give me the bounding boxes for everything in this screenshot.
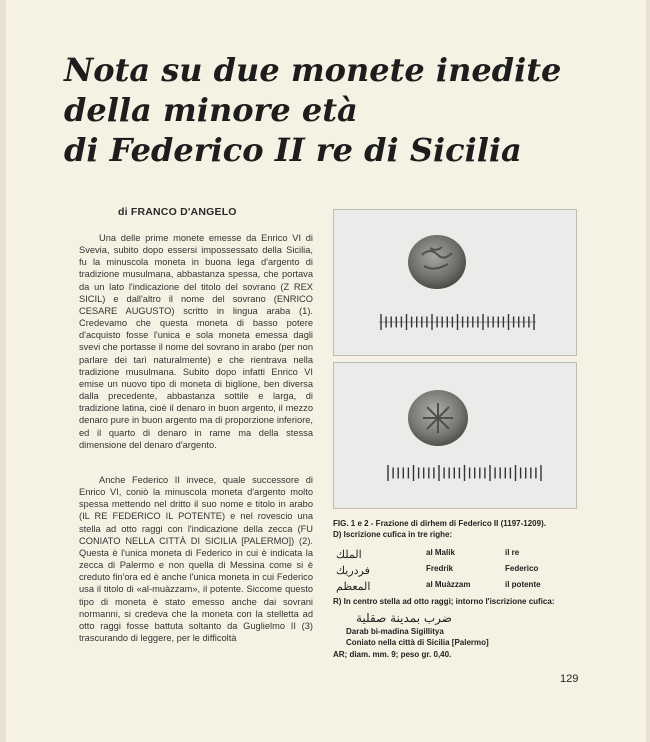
reverse-transliteration [346, 627, 489, 648]
ruler-scale-2 [388, 465, 541, 481]
article-title [64, 50, 624, 170]
coin-reverse-image [334, 363, 578, 510]
transliteration: al Muàzzam [426, 580, 471, 589]
transliteration: al Malik [426, 548, 455, 557]
title-line-1: Nota su due monete inedite [64, 51, 562, 89]
body-paragraph-1 [79, 232, 313, 451]
coin-specs: AR; diam. mm. 9; peso gr. 0,40. [333, 650, 452, 659]
translation: Federico [505, 564, 539, 573]
coin-photo-obverse [333, 209, 577, 356]
coin-obverse-disc [408, 235, 466, 289]
page-number: 129 [560, 673, 579, 685]
title-line-2: della minore età [64, 91, 358, 129]
paragraph-1-text: Una delle prime monete emesse da Enrico VI di Svevia, subito dopo essersi impossessato della Sicilia, fu la minuscola moneta in buona lega d'argento di tradizione musulmana, abbastanza spessa, che portava da un lato l'indicazione del titolo del sovrano (Z REX SICIL) e dall'altro il nome del sovrano (ENRICO CESARE AUGUSTO) scritto in lingua araba (1). Credevamo che questa moneta di basso potere d'acquisto fosse l'unica e sola moneta emessa dagli svevi che portasse il nome del sovrano in arabo (per non parlare dei tarì naturalmente) e che rientrava nella tradizione musulmana. Subito dopo infatti Enrico VI emise un nuovo tipo di moneta di biglione, ben diversa dalla precedente, abbastanza sottile e larga, di tradizione latina, cioè il denaro in buon argento, il mezzo denaro pure in buon argento ma di proporzione inferiore, ed il quarto di denaro in rame ma della stessa dimensione del denaro d'argento. [79, 233, 313, 450]
reverse-arabic-inscription: ضرب بمدينة صقلية [356, 611, 452, 625]
reverse-description: R) In centro stella ad otto raggi; intorno l'iscrizione cufica: [333, 597, 555, 606]
caption-line-1: FIG. 1 e 2 - Frazione di dirhem di Federico II (1197-1209). [333, 519, 546, 528]
arabic-word: الملك [336, 548, 362, 561]
darab-line-2: Coniato nella città di Sicilia [Palermo] [346, 637, 489, 647]
author-byline: di FRANCO D'ANGELO [118, 206, 237, 218]
title-line-3: di Federico II re di Sicilia [64, 131, 522, 169]
coin-obverse-image [334, 210, 578, 357]
caption-line-2: D) Iscrizione cufica in tre righe: [333, 529, 453, 539]
translation: il potente [505, 580, 541, 589]
body-paragraph-2 [79, 474, 313, 644]
figure-caption [333, 519, 603, 540]
darab-line-1: Darab bi-madina Sigillitya [346, 627, 444, 636]
translation: il re [505, 548, 520, 557]
paragraph-2-text: Anche Federico II invece, quale successore di Enrico VI, coniò la minuscola moneta d'argento molto spessa mettendo nel dritto il suo nome e titolo in arabo (IL RE FEDERICO IL POTENTE) e nel rovescio una stella ad otto raggi con l'indicazione della zecca (FU CONIATO NELLA CITTÀ DI SICILIA [PALERMO]) (2). Questa è l'unica moneta di Federico in cui è indicata la zecca di Palermo e non quella di Messina come si è creduto fin'ora ed è anche l'unica moneta in cui Federico usa il titolo di «al-muàzzam», il potente. Siccome questo tipo di moneta è stato emesso anche dai sovrani normanni, si credeva che la moneta con la stelletta ad otto raggi fosse battuta soltanto da Guglielmo II (3) trascurando di leggere, per le difficoltà [79, 475, 313, 644]
arabic-word: المعظم [336, 580, 371, 593]
arabic-word: فردريك [336, 564, 370, 577]
transliteration: Fredrik [426, 564, 454, 573]
coin-photo-reverse [333, 362, 577, 509]
star-eight-rays-icon [423, 403, 453, 433]
